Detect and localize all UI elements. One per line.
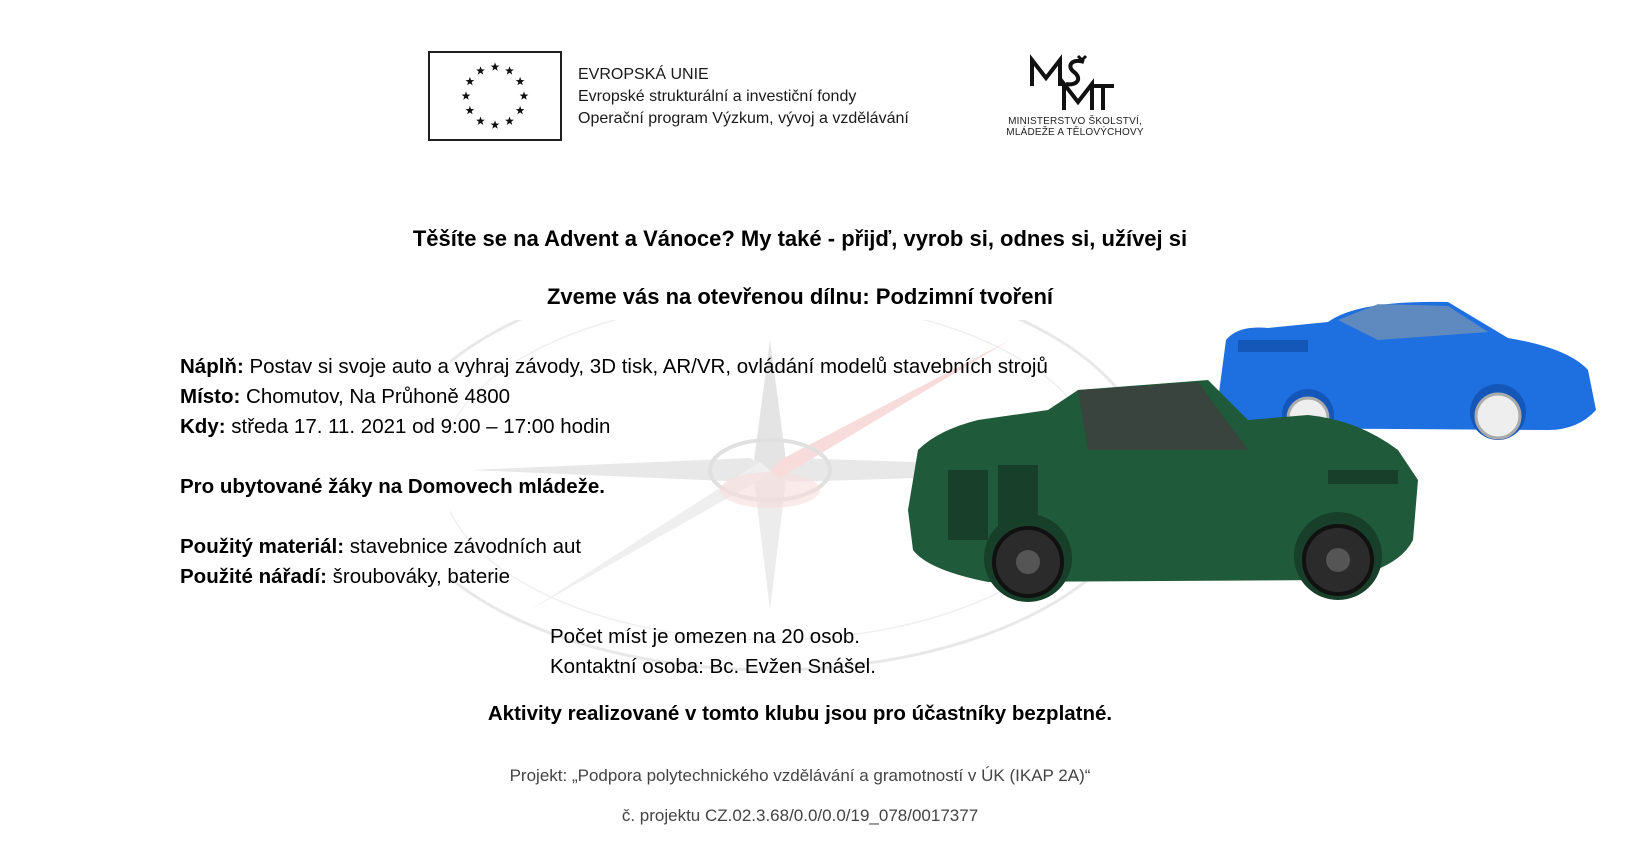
eu-star-icon (466, 106, 475, 114)
capacity-note: Počet míst je omezen na 20 osob. (550, 625, 860, 648)
eu-star-icon (476, 117, 485, 125)
footer-project: Projekt: „Podpora polytechnického vzdělávání a gramotností v ÚK (IKAP 2A)“ (509, 766, 1091, 785)
eu-logo-text (578, 64, 909, 130)
msmt-caption-line-1: MINISTERSTVO ŠKOLSTVÍ, (1008, 116, 1142, 127)
detail-naradi-label: Použité nářadí: (180, 565, 327, 588)
detail-material-label: Použitý materiál: (180, 535, 345, 558)
detail-napln-value: Postav si svoje auto a vyhraj závody, 3D tisk, AR/VR, ovládání modelů stavebních strojů (243, 355, 1048, 378)
detail-napln (180, 352, 1048, 382)
contact-note: Kontaktní osoba: Bc. Evžen Snášel. (550, 655, 876, 678)
msmt-caption-line-2: MLÁDEŽE A TĚLOVÝCHOVY (1006, 127, 1144, 138)
detail-kdy-label: Kdy: (180, 415, 226, 438)
detail-audience-text: Pro ubytované žáky na Domovech mládeže. (180, 475, 605, 498)
lego-cars-image (908, 300, 1598, 620)
detail-napln-label: Náplň: (180, 355, 244, 378)
eu-stars (462, 62, 529, 128)
detail-misto-value: Chomutov, Na Průhoně 4800 (240, 385, 511, 408)
detail-naradi (180, 562, 510, 592)
eu-star-icon (516, 77, 525, 85)
eu-star-icon (491, 62, 500, 70)
headline-advent: Těšíte se na Advent a Vánoce? My také - přijď, vyrob si, odnes si, užívej si (412, 226, 1188, 251)
detail-misto-label: Místo: (180, 385, 241, 408)
footer-project-number: č. projektu CZ.02.3.68/0.0/0.0/19_078/0017377 (621, 806, 979, 825)
detail-material-value: stavebnice závodních aut (344, 535, 582, 558)
eu-star-icon (520, 91, 529, 99)
eu-star-icon (476, 66, 485, 74)
msmt-caption (975, 116, 1175, 138)
eu-line-1: EVROPSKÁ UNIE (578, 66, 709, 83)
eu-star-icon (516, 106, 525, 114)
eu-line-2: Evropské strukturální a investiční fondy (578, 88, 857, 105)
detail-kdy (180, 412, 610, 442)
free-note: Aktivity realizované v tomto klubu jsou pro účastníky bezplatné. (487, 702, 1113, 725)
eu-star-icon (462, 91, 471, 99)
eu-star-icon (505, 66, 514, 74)
headline-workshop: Zveme vás na otevřenou dílnu: Podzimní tvoření (546, 284, 1054, 309)
eu-star-icon (491, 120, 500, 128)
msmt-logo (1028, 54, 1116, 114)
detail-naradi-value: šroubováky, baterie (326, 565, 511, 588)
eu-star-icon (466, 77, 475, 85)
eu-line-3: Operační program Výzkum, vývoj a vzdělávání (578, 110, 909, 127)
detail-material (180, 532, 581, 562)
detail-audience (180, 472, 605, 502)
eu-flag-logo (428, 51, 562, 141)
eu-star-icon (505, 117, 514, 125)
detail-misto (180, 382, 510, 412)
detail-kdy-value: středa 17. 11. 2021 od 9:00 – 17:00 hodin (225, 415, 611, 438)
